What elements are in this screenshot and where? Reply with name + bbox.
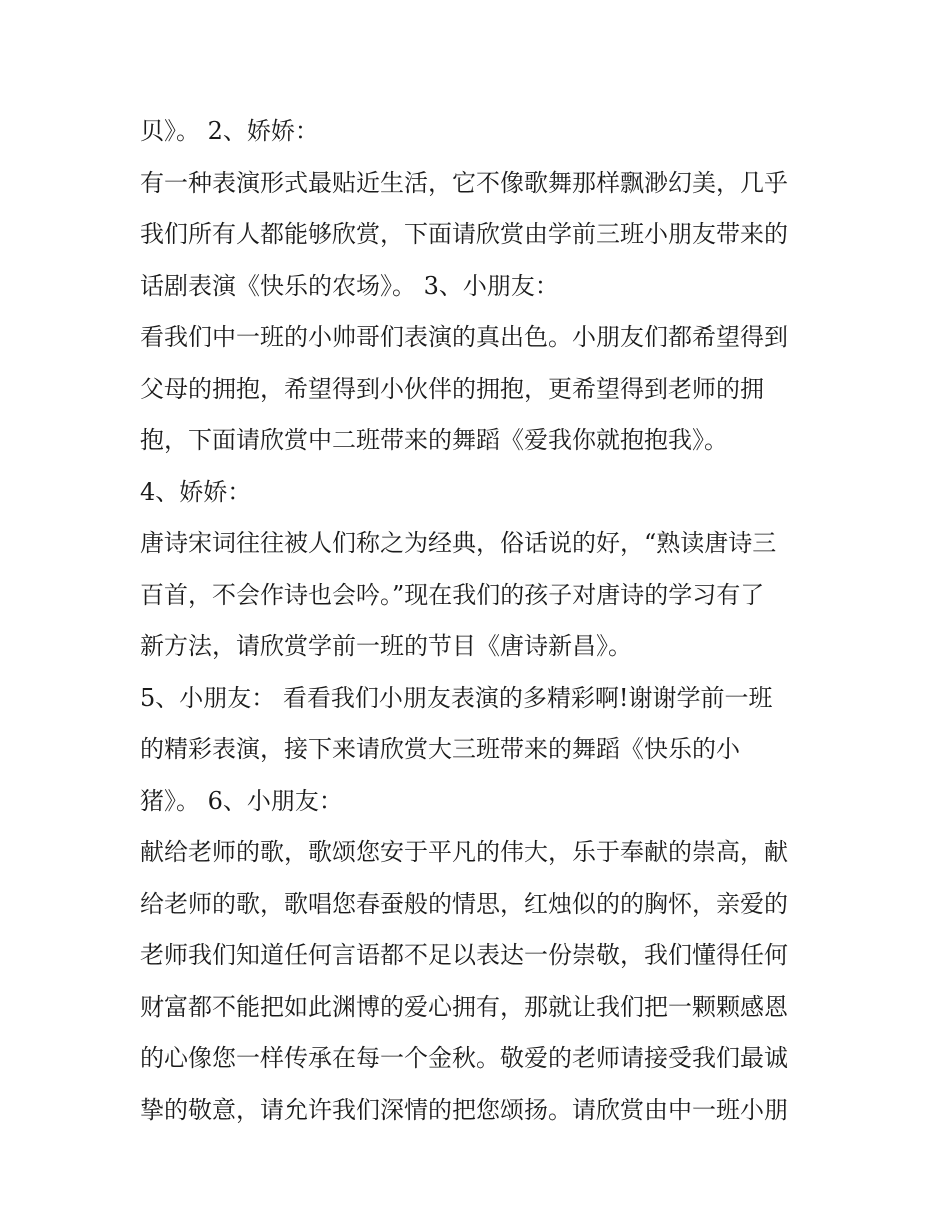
text-line-16: 给老师的歌，歌唱您春蚕般的情思，红烛似的的胸怀，亲爱的 [140,889,788,918]
text-line-2: 有一种表演形式最贴近生活，它不像歌舞那样飘渺幻美，几乎 [140,168,788,197]
text-line-9: 唐诗宋词往往被人们称之为经典，俗话说的好，“熟读唐诗三 [140,529,777,557]
text-line-18: 财富都不能把如此渊博的爱心拥有，那就让我们把一颗颗感恩 [140,992,788,1021]
text-line-3: 我们所有人都能够欣赏，下面请欣赏由学前三班小朋友带来的 [140,220,788,248]
text-line-8: 4、娇娇： [140,477,252,506]
text-line-14: 猪》。 6、小朋友： [140,786,343,815]
text-line-17: 老师我们知道任何言语都不足以表达一份崇敬，我们懂得任何 [140,941,788,969]
text-line-11: 新方法，请欣赏学前一班的节目《唐诗新昌》。 [140,632,632,660]
text-line-15: 献给老师的歌，歌颂您安于平凡的伟大，乐于奉献的崇高，献 [140,838,788,866]
text-line-5: 看我们中一班的小帅哥们表演的真出色。小朋友们都希望得到 [140,323,788,351]
text-line-4: 话剧表演《快乐的农场》。 3、小朋友： [140,271,559,300]
text-line-6: 父母的拥抱，希望得到小伙伴的拥抱，更希望得到老师的拥 [140,374,764,403]
document-text [140,106,820,1136]
text-line-7: 抱，下面请欣赏中二班带来的舞蹈《爱我你就抱抱我》。 [140,426,728,454]
text-line-19: 的心像您一样传承在每一个金秋。敬爱的老师请接受我们最诚 [140,1044,788,1072]
text-line-13: 的精彩表演，接下来请欣赏大三班带来的舞蹈《快乐的小 [140,735,740,763]
text-line-20: 挚的敬意，请允许我们深情的把您颂扬。请欣赏由中一班小朋 [140,1095,788,1124]
text-line-12: 5、小朋友： 看看我们小朋友表演的多精彩啊!谢谢学前一班 [140,683,773,712]
text-line-1: 贝》。 2、娇娇： [140,117,319,145]
text-line-10: 百首，不会作诗也会吟。”现在我们的孩子对唐诗的学习有了 [140,580,765,609]
